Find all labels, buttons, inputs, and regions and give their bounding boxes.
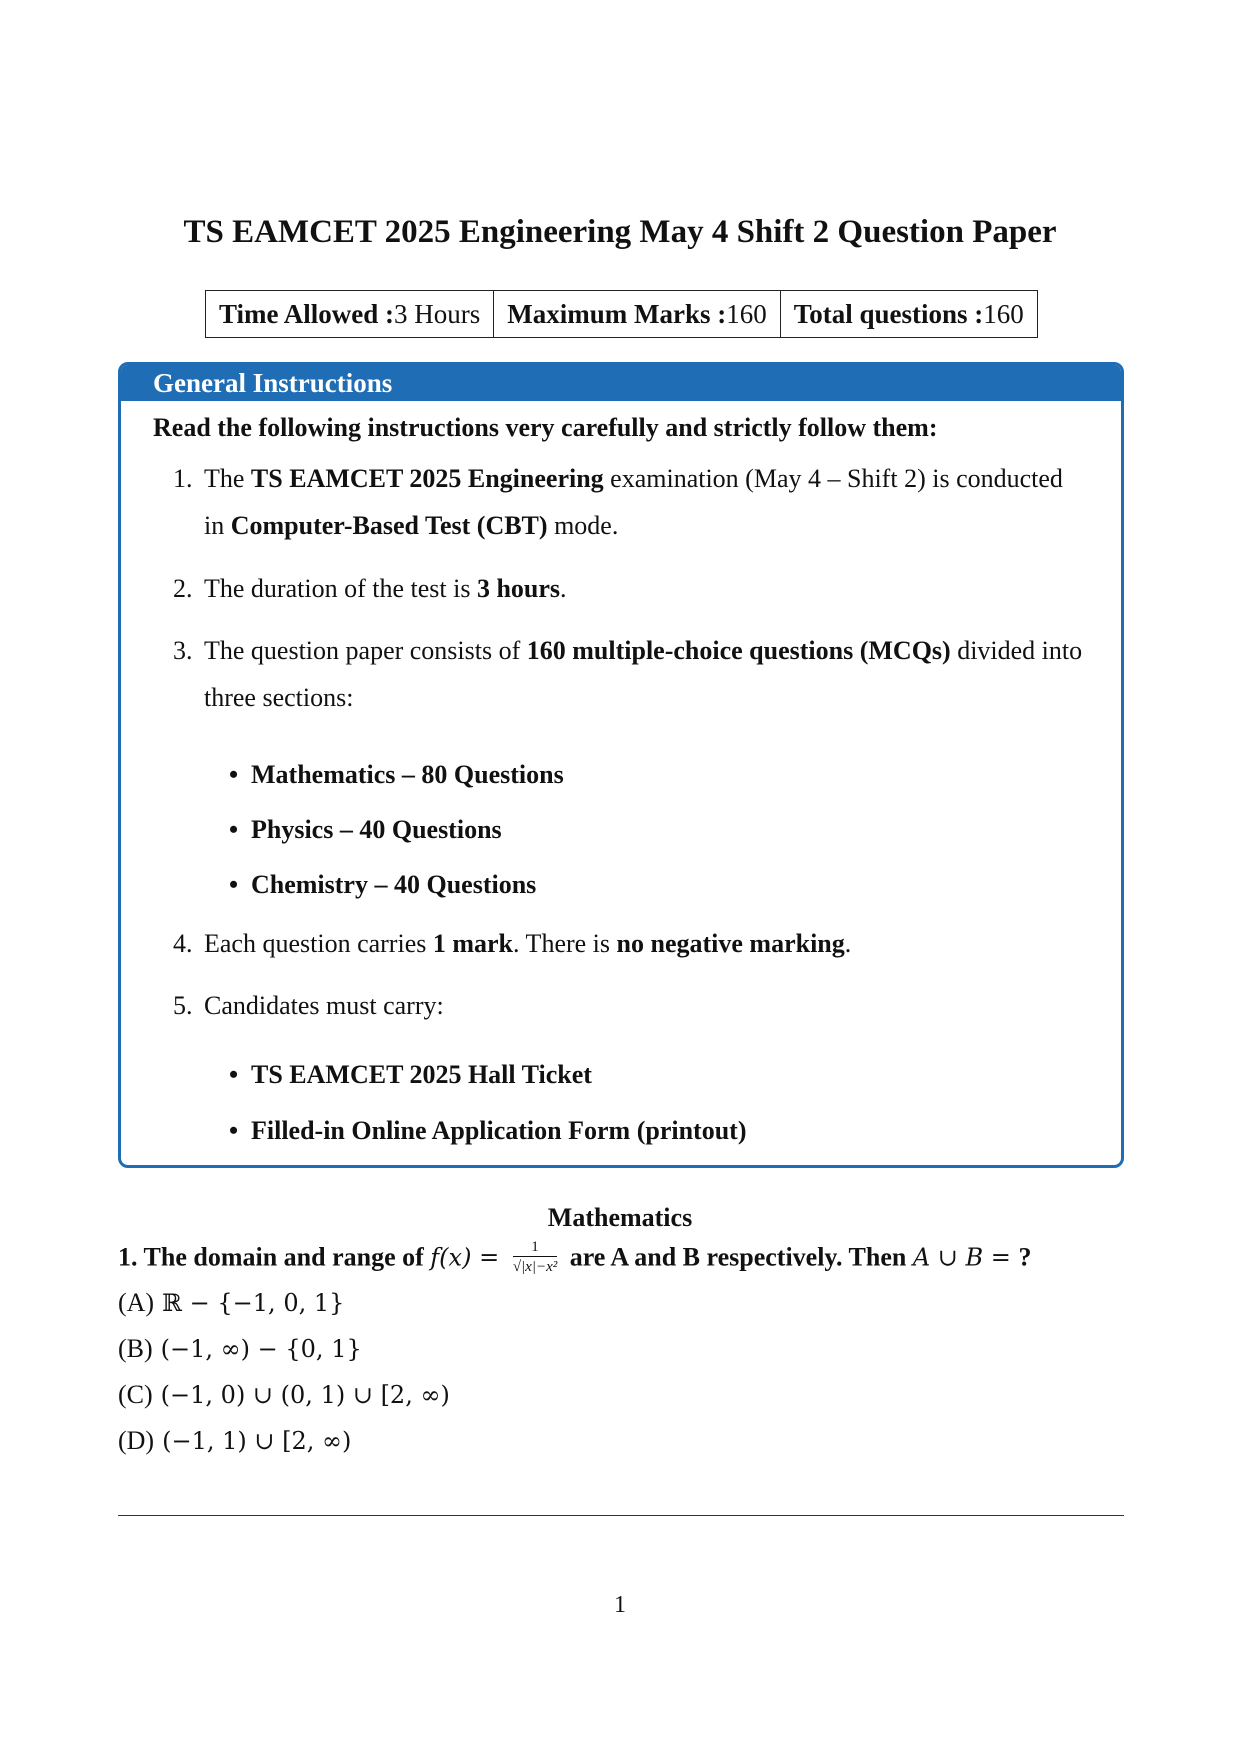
option-a[interactable] bbox=[118, 1288, 344, 1318]
instruction-item bbox=[173, 920, 1083, 967]
text-run: divided into three sections: bbox=[204, 636, 1083, 712]
bullet-icon: • bbox=[229, 815, 239, 844]
time-allowed-cell bbox=[206, 291, 494, 337]
footer-divider bbox=[118, 1515, 1124, 1516]
bold-run: TS EAMCET 2025 Engineering bbox=[250, 464, 604, 493]
function-expression: f(x) = bbox=[430, 1243, 507, 1272]
bold-run: 160 multiple-choice questions (MCQs) bbox=[526, 636, 951, 665]
bullet-icon: • bbox=[229, 1060, 239, 1089]
instructions-lead: Read the following instructions very carefully and strictly follow them: bbox=[153, 413, 938, 442]
instruction-number: 5. bbox=[173, 991, 193, 1020]
bullet-text: Chemistry – 40 Questions bbox=[251, 870, 537, 899]
question-mark: ? bbox=[1018, 1242, 1032, 1272]
general-instructions-box bbox=[118, 362, 1124, 1168]
text-run: . bbox=[844, 929, 852, 958]
section-heading: Mathematics bbox=[547, 1203, 693, 1232]
bullet-text: Mathematics – 80 Questions bbox=[251, 760, 564, 789]
instruction-number: 3. bbox=[173, 636, 193, 665]
instruction-text bbox=[204, 982, 1083, 1029]
instruction-item bbox=[173, 627, 1083, 721]
maximum-marks-value: 160 bbox=[726, 298, 767, 329]
instruction-number: 1. bbox=[173, 464, 193, 493]
union-expression: A ∪ B = bbox=[912, 1243, 1019, 1272]
instruction-item bbox=[173, 455, 1083, 549]
maximum-marks-cell bbox=[494, 291, 780, 337]
instruction-number: 2. bbox=[173, 574, 193, 603]
time-allowed-label: Time Allowed : bbox=[219, 298, 394, 329]
instruction-text bbox=[204, 627, 1083, 721]
section-bullet bbox=[229, 870, 536, 900]
bullet-text: Physics – 40 Questions bbox=[251, 815, 502, 844]
bold-run: 3 hours bbox=[476, 574, 561, 603]
instructions-header: General Instructions bbox=[121, 365, 1121, 401]
total-questions-cell bbox=[781, 291, 1037, 337]
instruction-text bbox=[204, 565, 1083, 612]
bullet-icon: • bbox=[229, 1116, 239, 1145]
option-text: (−1, ∞) − {0, 1} bbox=[160, 1335, 362, 1363]
time-allowed-value: 3 Hours bbox=[394, 298, 481, 329]
instruction-item bbox=[173, 565, 1083, 612]
instruction-text bbox=[204, 455, 1083, 549]
option-text: ℝ − {−1, 0, 1} bbox=[162, 1289, 345, 1317]
text-run: The duration of the test is bbox=[204, 574, 477, 603]
bullet-icon: • bbox=[229, 870, 239, 899]
instruction-item bbox=[173, 982, 1083, 1029]
instruction-number: 4. bbox=[173, 929, 193, 958]
fraction bbox=[513, 1238, 557, 1277]
option-b[interactable] bbox=[118, 1334, 362, 1364]
text-run: examination (May 4 – Shift 2) is conducted in bbox=[204, 464, 1063, 540]
bold-run: no negative marking bbox=[616, 929, 845, 958]
option-label: (A) bbox=[118, 1288, 155, 1317]
option-d[interactable] bbox=[118, 1426, 351, 1456]
question-1 bbox=[118, 1240, 1124, 1279]
maximum-marks-label: Maximum Marks : bbox=[507, 298, 727, 329]
question-text-tail: are A and B respectively. Then bbox=[563, 1242, 913, 1272]
section-bullet bbox=[229, 760, 564, 790]
option-text: (−1, 0) ∪ (0, 1) ∪ [2, ∞) bbox=[160, 1381, 450, 1409]
bullet-icon: • bbox=[229, 760, 239, 789]
bold-run: Computer-Based Test (CBT) bbox=[230, 511, 548, 540]
bold-run: 1 mark bbox=[432, 929, 514, 958]
total-questions-label: Total questions : bbox=[793, 298, 984, 329]
text-run: . bbox=[560, 574, 567, 603]
question-text: 1. The domain and range of bbox=[118, 1242, 431, 1272]
section-bullet bbox=[229, 815, 502, 845]
document-bullet bbox=[229, 1116, 746, 1146]
exam-info-table bbox=[205, 290, 1038, 338]
fraction-denominator: √|x|−x² bbox=[512, 1259, 558, 1275]
bullet-text: TS EAMCET 2025 Hall Ticket bbox=[251, 1060, 592, 1089]
option-label: (D) bbox=[118, 1426, 155, 1455]
page-number: 1 bbox=[614, 1592, 626, 1618]
text-run: The bbox=[204, 464, 251, 493]
document-bullet bbox=[229, 1060, 592, 1090]
text-run: mode. bbox=[547, 511, 619, 540]
text-run: Candidates must carry: bbox=[204, 991, 444, 1020]
option-c[interactable] bbox=[118, 1380, 450, 1410]
page-title: TS EAMCET 2025 Engineering May 4 Shift 2 Question Paper bbox=[183, 214, 1057, 250]
option-label: (B) bbox=[118, 1334, 153, 1363]
text-run: . There is bbox=[513, 929, 617, 958]
fraction-numerator: 1 bbox=[513, 1238, 557, 1257]
text-run: The question paper consists of bbox=[204, 636, 527, 665]
option-text: (−1, 1) ∪ [2, ∞) bbox=[162, 1427, 352, 1455]
text-run: Each question carries bbox=[204, 929, 433, 958]
total-questions-value: 160 bbox=[983, 298, 1024, 329]
instruction-text bbox=[204, 920, 1083, 967]
option-label: (C) bbox=[118, 1380, 153, 1409]
bullet-text: Filled-in Online Application Form (printout) bbox=[251, 1116, 747, 1145]
